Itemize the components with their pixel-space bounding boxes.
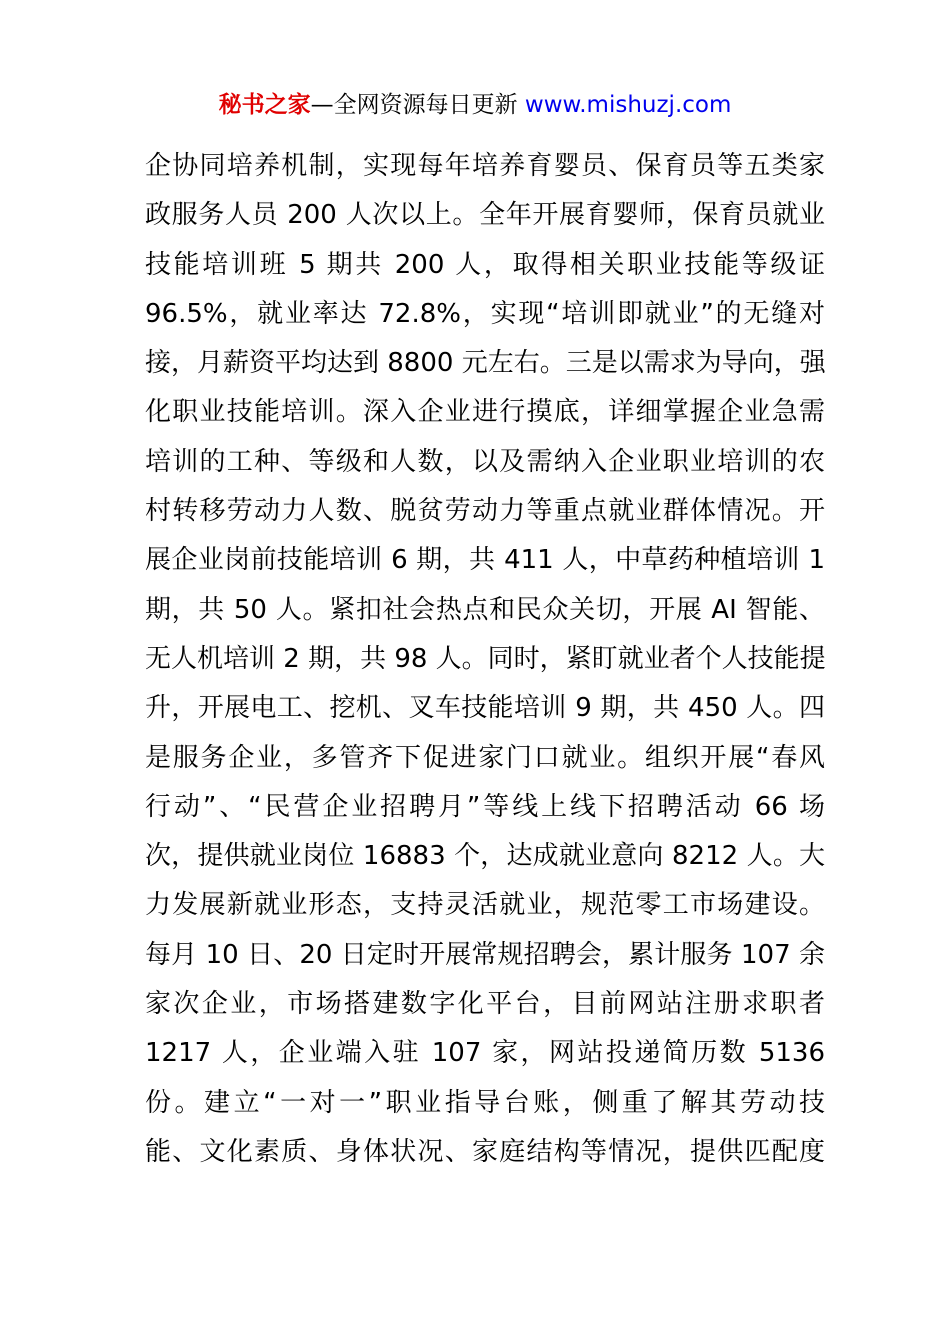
text-line: 份。建立“一对一”职业指导台账，侧重了解其劳动技 bbox=[145, 1087, 825, 1118]
text-line: 次，提供就业岗位 16883 个，达成就业意向 8212 人。大 bbox=[145, 841, 825, 872]
text-line: 无人机培训 2 期，共 98 人。同时，紧盯就业者个人技能提 bbox=[145, 643, 826, 674]
text-line: 力发展新就业形态，支持灵活就业，规范零工市场建设。 bbox=[145, 890, 825, 921]
text-line: 培训的工种、等级和人数，以及需纳入企业职业培训的农 bbox=[145, 446, 825, 477]
text-line: 接，月薪资平均达到 8800 元左右。三是以需求为导向，强 bbox=[145, 348, 826, 379]
text-line: 行动”、“民营企业招聘月”等线上线下招聘活动 66 场 bbox=[145, 791, 825, 822]
text-line: 1217 人，企业端入驻 107 家，网站投递简历数 5136 bbox=[145, 1038, 825, 1069]
text-line: 政服务人员 200 人次以上。全年开展育婴师，保育员就业 bbox=[145, 200, 825, 231]
site-brand: 秘书之家 bbox=[218, 92, 311, 118]
text-line: 技能培训班 5 期共 200 人，取得相关职业技能等级证 bbox=[145, 249, 825, 280]
text-line: 升，开展电工、挖机、叉车技能培训 9 期，共 450 人。四 bbox=[145, 693, 825, 724]
site-tagline: —全网资源每日更新 bbox=[310, 92, 525, 118]
text-line: 企协同培养机制，实现每年培养育婴员、保育员等五类家 bbox=[145, 151, 825, 181]
text-line: 展企业岗前技能培训 6 期，共 411 人，中草药种植培训 1 bbox=[145, 545, 825, 576]
site-header bbox=[0, 88, 950, 122]
text-line: 能、文化素质、身体状况、家庭结构等情况，提供匹配度 bbox=[145, 1136, 825, 1167]
text-line: 期，共 50 人。紧扣社会热点和民众关切，开展 AI 智能、 bbox=[145, 594, 825, 625]
text-line: 每月 10 日、20 日定时开展常规招聘会，累计服务 107 余 bbox=[145, 939, 825, 970]
text-line: 96.5%，就业率达 72.8%，实现“培训即就业”的无缝对 bbox=[145, 298, 825, 329]
text-line: 是服务企业，多管齐下促进家门口就业。组织开展“春风 bbox=[145, 742, 825, 773]
document-body bbox=[145, 142, 825, 1177]
site-url-link[interactable]: www.mishuzj.com bbox=[524, 92, 732, 118]
text-line: 家次企业，市场搭建数字化平台，目前网站注册求职者 bbox=[145, 989, 825, 1020]
text-line: 化职业技能培训。深入企业进行摸底，详细掌握企业急需 bbox=[145, 397, 825, 428]
text-line: 村转移劳动力人数、脱贫劳动力等重点就业群体情况。开 bbox=[145, 496, 825, 527]
